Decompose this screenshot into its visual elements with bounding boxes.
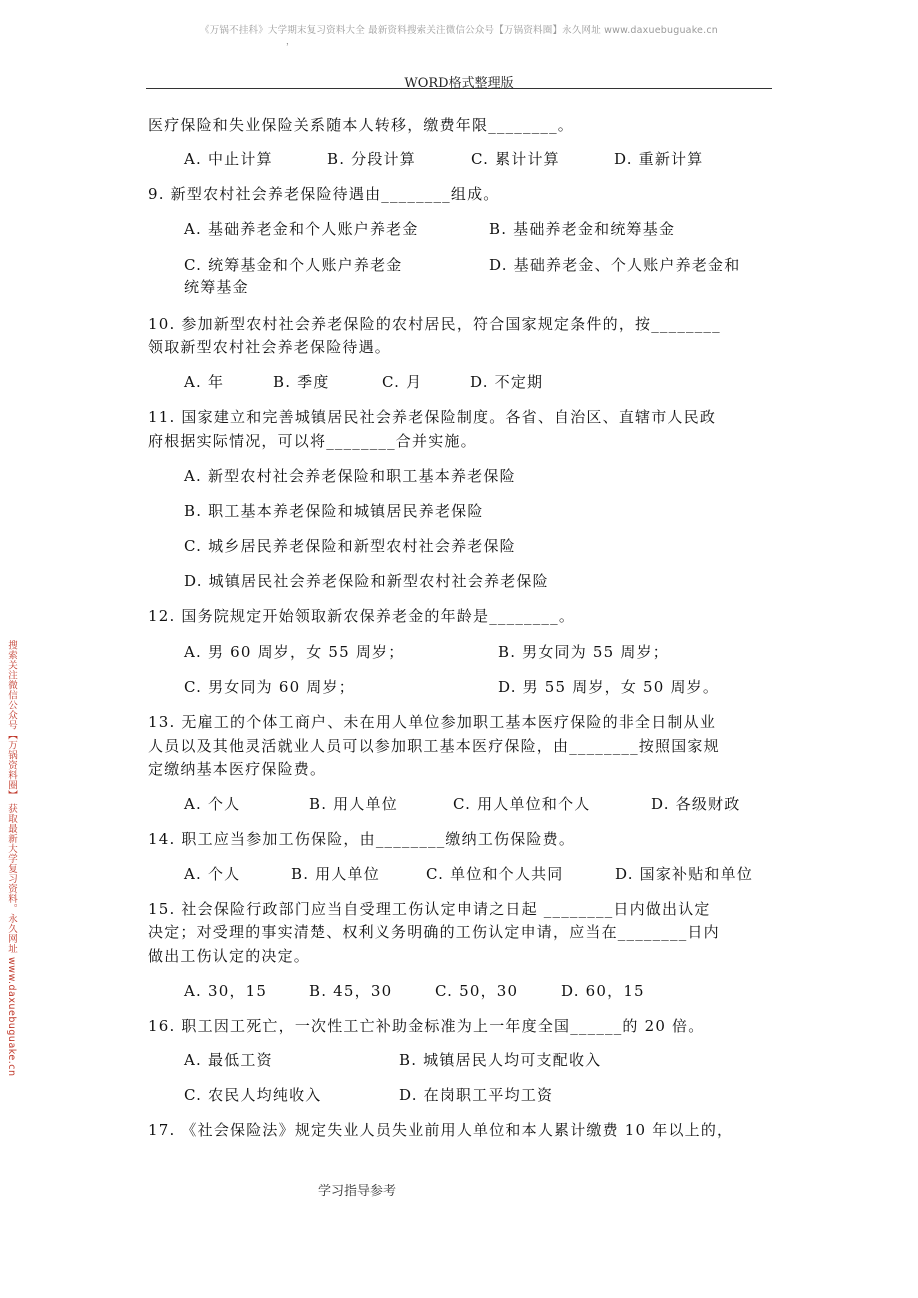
q10-option-d: D. 不定期 — [470, 373, 544, 391]
q10-option-a: A. 年 — [184, 373, 225, 391]
q12-option-c: C. 男女同为 60 周岁； — [184, 678, 355, 696]
q15-option-b: B. 45，30 — [309, 982, 393, 1000]
q15-option-a: A. 30，15 — [184, 982, 268, 1000]
q12-stem: 12. 国务院规定开始领取新农保养老金的年龄是________。 — [148, 607, 576, 625]
q8-option-c: C. 累计计算 — [471, 150, 560, 168]
q9-option-d-continued: 统筹基金 — [184, 278, 249, 296]
q14-stem: 14. 职工应当参加工伤保险，由________缴纳工伤保险费。 — [148, 830, 576, 848]
q9-option-c: C. 统筹基金和个人账户养老金 — [184, 256, 403, 274]
q16-stem: 16. 职工因工死亡，一次性工亡补助金标准为上一年度全国______的 20 倍。 — [148, 1017, 705, 1035]
q14-option-a: A. 个人 — [184, 865, 241, 883]
q15-option-d: D. 60，15 — [561, 982, 645, 1000]
top-watermark: 《万锅不挂科》大学期末复习资料大全 最新资料搜索关注微信公众号【万锅资料圈】永久网址 www.daxuebuguake.cn — [200, 25, 718, 36]
q16-option-b: B. 城镇居民人均可支配收入 — [399, 1051, 602, 1069]
q10-option-b: B. 季度 — [273, 373, 330, 391]
q9-stem: 9. 新型农村社会养老保险待遇由________组成。 — [148, 185, 500, 203]
q11-option-a: A. 新型农村社会养老保险和职工基本养老保险 — [184, 467, 516, 485]
q13-stem-line2: 人员以及其他灵活就业人员可以参加职工基本医疗保险，由________按照国家规 — [148, 737, 720, 755]
q12-option-b: B. 男女同为 55 周岁； — [498, 643, 669, 661]
q10-option-c: C. 月 — [382, 373, 423, 391]
q8-option-d: D. 重新计算 — [614, 150, 704, 168]
q9-option-b: B. 基础养老金和统筹基金 — [489, 220, 676, 238]
q15-stem-line2: 决定；对受理的事实清楚、权利义务明确的工伤认定申请，应当在________日内 — [148, 923, 720, 941]
q11-option-d: D. 城镇居民社会养老保险和新型农村社会养老保险 — [184, 572, 549, 590]
q11-option-b: B. 职工基本养老保险和城镇居民养老保险 — [184, 502, 484, 520]
q14-option-d: D. 国家补贴和单位 — [615, 865, 754, 883]
header-rule — [146, 88, 772, 89]
q10-stem-line1: 10. 参加新型农村社会养老保险的农村居民，符合国家规定条件的，按________ — [148, 315, 721, 333]
header-tick-mark: ， — [286, 37, 296, 47]
page-footer: 学习指导参考 — [318, 1184, 397, 1199]
q17-stem: 17. 《社会保险法》规定失业人员失业前用人单位和本人累计缴费 10 年以上的， — [148, 1121, 734, 1139]
q12-option-d: D. 男 55 周岁，女 50 周岁。 — [498, 678, 720, 696]
q12-option-a: A. 男 60 周岁，女 55 周岁； — [184, 643, 405, 661]
q15-stem-line1: 15. 社会保险行政部门应当自受理工伤认定申请之日起 ________日内做出认定 — [148, 900, 711, 918]
q13-option-b: B. 用人单位 — [309, 795, 398, 813]
q10-stem-line2: 领取新型农村社会养老保险待遇。 — [148, 338, 392, 356]
q11-option-c: C. 城乡居民养老保险和新型农村社会养老保险 — [184, 537, 516, 555]
q15-option-c: C. 50，30 — [435, 982, 519, 1000]
q13-option-c: C. 用人单位和个人 — [453, 795, 591, 813]
q11-stem-line1: 11. 国家建立和完善城镇居民社会养老保险制度。各省、自治区、直辖市人民政 — [148, 408, 717, 426]
q13-stem-line1: 13. 无雇工的个体工商户、未在用人单位参加职工基本医疗保险的非全日制从业 — [148, 713, 717, 731]
q13-stem-line3: 定缴纳基本医疗保险费。 — [148, 760, 327, 778]
side-watermark: 搜索关注微信公众号【万锅资料圈】 获取最新大学复习资料。永久网址 www.daxuebuguake.cn — [6, 640, 17, 1077]
q8-option-b: B. 分段计算 — [327, 150, 416, 168]
q8-stem-continuation: 医疗保险和失业保险关系随本人转移，缴费年限________。 — [148, 116, 575, 134]
q13-option-a: A. 个人 — [184, 795, 241, 813]
q14-option-b: B. 用人单位 — [291, 865, 380, 883]
page-header-title: WORD格式整理版 — [404, 76, 514, 91]
q11-stem-line2: 府根据实际情况，可以将________合并实施。 — [148, 432, 477, 450]
q15-stem-line3: 做出工伤认定的决定。 — [148, 947, 311, 965]
q13-option-d: D. 各级财政 — [651, 795, 741, 813]
q9-option-d: D. 基础养老金、个人账户养老金和 — [489, 256, 741, 274]
q16-option-d: D. 在岗职工平均工资 — [399, 1086, 554, 1104]
q8-option-a: A. 中止计算 — [184, 150, 273, 168]
q9-option-a: A. 基础养老金和个人账户养老金 — [184, 220, 419, 238]
q16-option-c: C. 农民人均纯收入 — [184, 1086, 322, 1104]
q16-option-a: A. 最低工资 — [184, 1051, 273, 1069]
q14-option-c: C. 单位和个人共同 — [426, 865, 564, 883]
